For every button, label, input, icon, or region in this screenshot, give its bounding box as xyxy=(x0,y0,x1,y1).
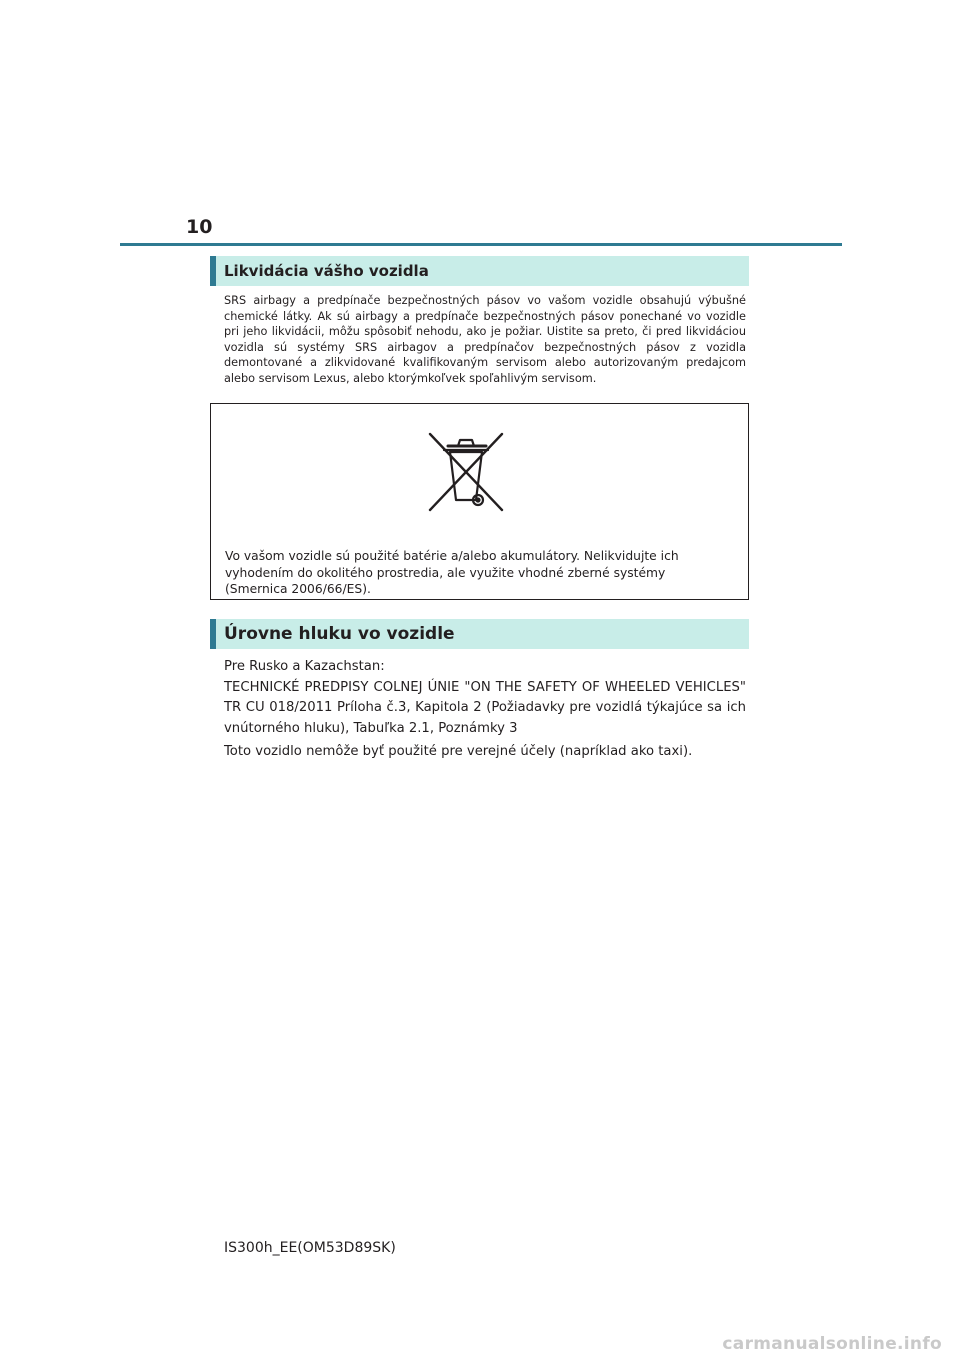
noise-region-line: Pre Rusko a Kazachstan: xyxy=(224,659,385,674)
noise-paragraph-2: Toto vozidlo nemôže byť použité pre verejné účely (napríklad ako taxi). xyxy=(224,744,693,759)
page-number: 10 xyxy=(186,216,213,238)
crossed-out-wheelie-bin-icon xyxy=(426,430,506,514)
disposal-paragraph: SRS airbagy a predpínače bezpečnostných pásov vo vašom vozidle obsahujú výbušné chemické látky. Ak sú airbagy a predpínače bezpečnostných pásov ponechané vo vozidle pri jeho likvidácii, môžu spôsobiť nehodu, ako je požiar. Uistite sa preto, či pred likvidáciou vozidla sú systémy SRS airbagov a predpínačov bezpečnostných pásov z vozidla demontované a zlikvidované kvalifikovaným servisom alebo autorizovaným predajcom alebo servisom Lexus, alebo ktorýmkoľvek spoľahlivým servisom. xyxy=(224,294,746,385)
section-heading-text: Úrovne hluku vo vozidle xyxy=(224,624,455,644)
noise-paragraph-1 xyxy=(224,657,746,739)
watermark: carmanualsonline.info xyxy=(722,1334,942,1354)
footer-document-code: IS300h_EE(OM53D89SK) xyxy=(224,1240,396,1256)
battery-notice-text: Vo vašom vozidle sú použité batérie a/alebo akumulátory. Nelikvidujte ich vyhodením do okolitého prostredia, ale využite vhodné zberné systémy (Smernica 2006/66/ES). xyxy=(225,549,679,597)
battery-notice-box xyxy=(210,403,749,600)
section-heading-vehicle-disposal xyxy=(210,256,749,286)
noise-regulation-text: TECHNICKÉ PREDPISY COLNEJ ÚNIE "ON THE SAFETY OF WHEELED VEHICLES" TR CU 018/2011 Príloha č.3, Kapitola 2 (Požiadavky pre vozidlá týkajúce sa ich vnútorného hluku), Tabuľka 2.1, Poznámky 3 xyxy=(224,679,746,736)
header-rule xyxy=(120,243,842,246)
section-heading-text: Likvidácia vášho vozidla xyxy=(224,262,429,280)
section-heading-noise-levels xyxy=(210,619,749,649)
